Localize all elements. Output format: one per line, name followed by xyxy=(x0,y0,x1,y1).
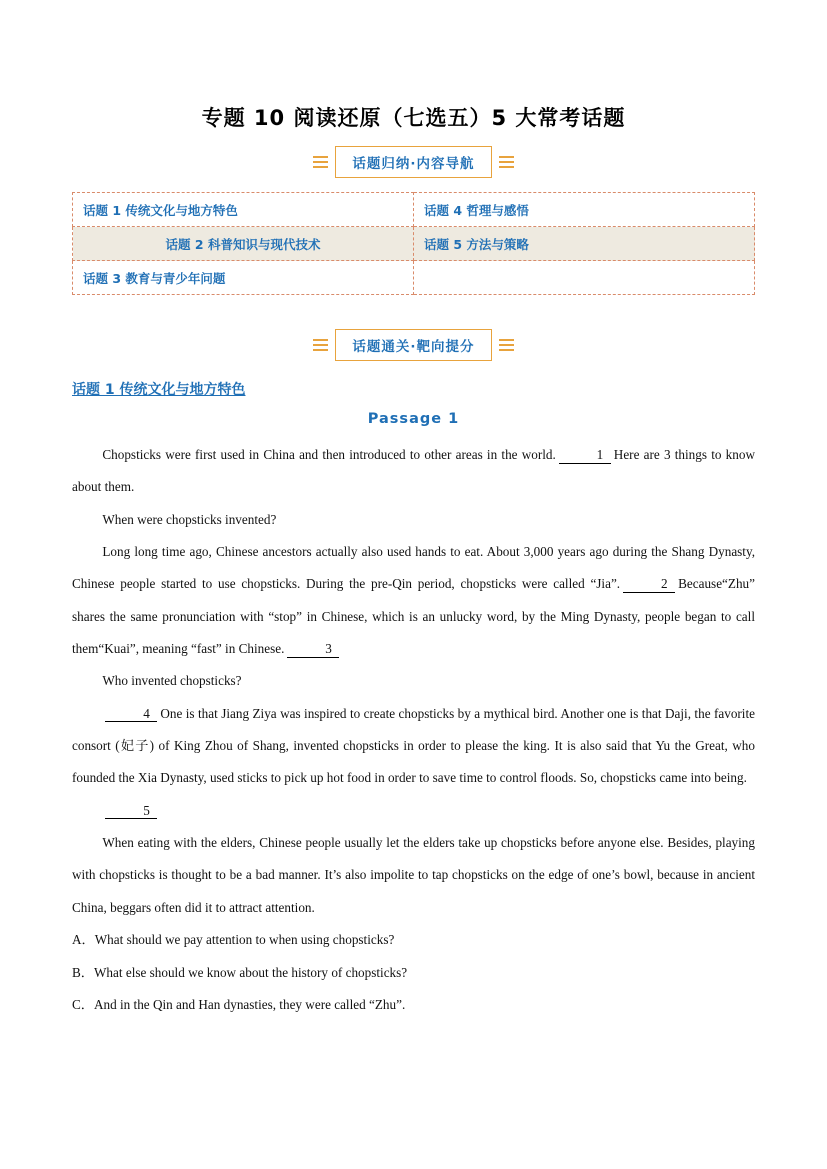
table-row xyxy=(73,227,755,261)
nav-cell-topic5[interactable]: 话题 5 方法与策略 xyxy=(414,227,755,261)
answer-blank-2[interactable]: 2 xyxy=(623,577,675,593)
ribbon-bars-right-icon xyxy=(499,156,514,168)
passage-paragraph-4: Who invented chopsticks? xyxy=(102,673,242,689)
page-title: 专题 10 阅读还原（七选五）5 大常考话题 xyxy=(201,106,626,130)
paragraph-text: Because“Zhu” shares the same pronunciation with “stop” in Chinese, which is an unlucky word, by the Ming Dynasty, people began to call them“Kuai”, meaning “fast” in Chinese. xyxy=(72,576,755,657)
answer-blank-1[interactable]: 1 xyxy=(559,448,611,464)
ribbon-bars-left-icon xyxy=(313,156,328,168)
topic-heading: 话题 1 传统文化与地方特色 xyxy=(72,382,246,398)
table-row xyxy=(73,193,755,227)
ribbon-bars-right-icon xyxy=(499,339,514,351)
option-b[interactable]: B．What else should we know about the history of chopsticks? xyxy=(72,964,408,980)
nav-cell-topic2[interactable]: 话题 2 科普知识与现代技术 xyxy=(73,227,414,261)
passage-paragraph-5 xyxy=(72,698,755,795)
passage-paragraph-6 xyxy=(72,795,755,827)
answer-blank-3[interactable]: 3 xyxy=(287,642,339,658)
passage-paragraph-1 xyxy=(72,439,755,504)
option-c[interactable]: C．And in the Qin and Han dynasties, they were called “Zhu”. xyxy=(72,996,406,1012)
nav-cell-topic1[interactable]: 话题 1 传统文化与地方特色 xyxy=(73,193,414,227)
banner-label: 话题归纳·内容导航 xyxy=(335,146,491,178)
ribbon xyxy=(313,146,513,178)
passage-paragraph-3 xyxy=(72,536,755,665)
ribbon-bars-left-icon xyxy=(313,339,328,351)
table-row xyxy=(73,261,755,295)
nav-cell-topic3[interactable]: 话题 3 教育与青少年问题 xyxy=(73,261,414,295)
topic-navigation-table xyxy=(72,192,755,295)
banner-label: 话题通关·靶向提分 xyxy=(335,329,491,361)
passage-paragraph-2: When were chopsticks invented? xyxy=(102,511,277,527)
paragraph-text: Here are 3 things to know about them. xyxy=(72,447,755,495)
nav-cell-topic4[interactable]: 话题 4 哲理与感悟 xyxy=(414,193,755,227)
paragraph-text: Chopsticks were first used in China and then introduced to other areas in the world. xyxy=(102,447,556,462)
passage-paragraph-7: When eating with the elders, Chinese people usually let the elders take up chopsticks before anyone else. Besides, playing with chopsticks is thought to be a bad manner. It’s also impolite to tap chopsticks on the edge of one’s bowl, because in ancient China, beggars often did it to attract attention. xyxy=(72,835,755,915)
nav-cell-empty xyxy=(414,261,755,295)
banner-navigation xyxy=(72,146,755,178)
paragraph-text: Long long time ago, Chinese ancestors actually also used hands to eat. About 3,000 years ago during the Shang Dynasty, Chinese people started to use chopsticks. During the pre-Qin period, chopsticks were called “Jia”. xyxy=(72,544,755,592)
paragraph-text: One is that Jiang Ziya was inspired to create chopsticks by a mythical bird. Another one is that Daji, the favorite consort (妃子) of King Zhou of Shang, invented chopsticks in order to please the king. It is also said that Yu the Great, who founded the Xia Dynasty, used sticks to pick up hot food in order to save time to control floods. So, chopsticks came into being. xyxy=(72,705,755,786)
answer-blank-5[interactable]: 5 xyxy=(105,804,157,820)
option-a[interactable]: A．What should we pay attention to when using chopsticks? xyxy=(72,932,395,948)
banner-practice xyxy=(72,329,755,361)
answer-blank-4[interactable]: 4 xyxy=(105,707,157,723)
passage-heading: Passage 1 xyxy=(367,411,460,427)
ribbon xyxy=(313,329,513,361)
